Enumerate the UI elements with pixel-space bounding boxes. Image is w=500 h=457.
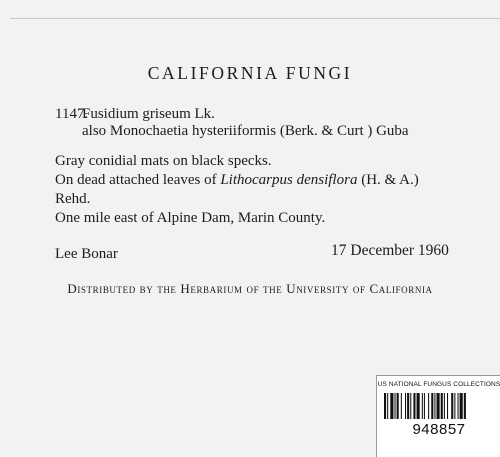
- collection-date: 17 December 1960: [331, 242, 449, 259]
- host-authority-continued: Rehd.: [55, 191, 91, 207]
- barcode-icon: [384, 393, 494, 419]
- taxon-name: Fusidium griseum Lk.: [82, 106, 215, 122]
- host-species: Lithocarpus densiflora: [220, 172, 358, 188]
- collector: Lee Bonar: [55, 246, 118, 262]
- locality: One mile east of Alpine Dam, Marin County.: [55, 210, 326, 226]
- host-authority: (H. & A.): [357, 172, 419, 188]
- barcode-number: 948857: [412, 421, 466, 438]
- distributor-line: Distributed by the Herbarium of the University of California: [67, 281, 433, 296]
- accession-number: 1147.: [55, 106, 89, 122]
- host-prefix: On dead attached leaves of: [55, 172, 221, 188]
- barcode-label: [376, 375, 500, 457]
- specimen-description: Gray conidial mats on black specks.: [55, 153, 272, 169]
- label-title: CALIFORNIA FUNGI: [147, 63, 353, 83]
- taxon-synonym: also Monochaetia hysteriiformis (Berk. & Curt ) Guba: [82, 123, 409, 139]
- host-line: [55, 172, 419, 189]
- barcode-header: US NATIONAL FUNGUS COLLECTIONS: [377, 381, 500, 388]
